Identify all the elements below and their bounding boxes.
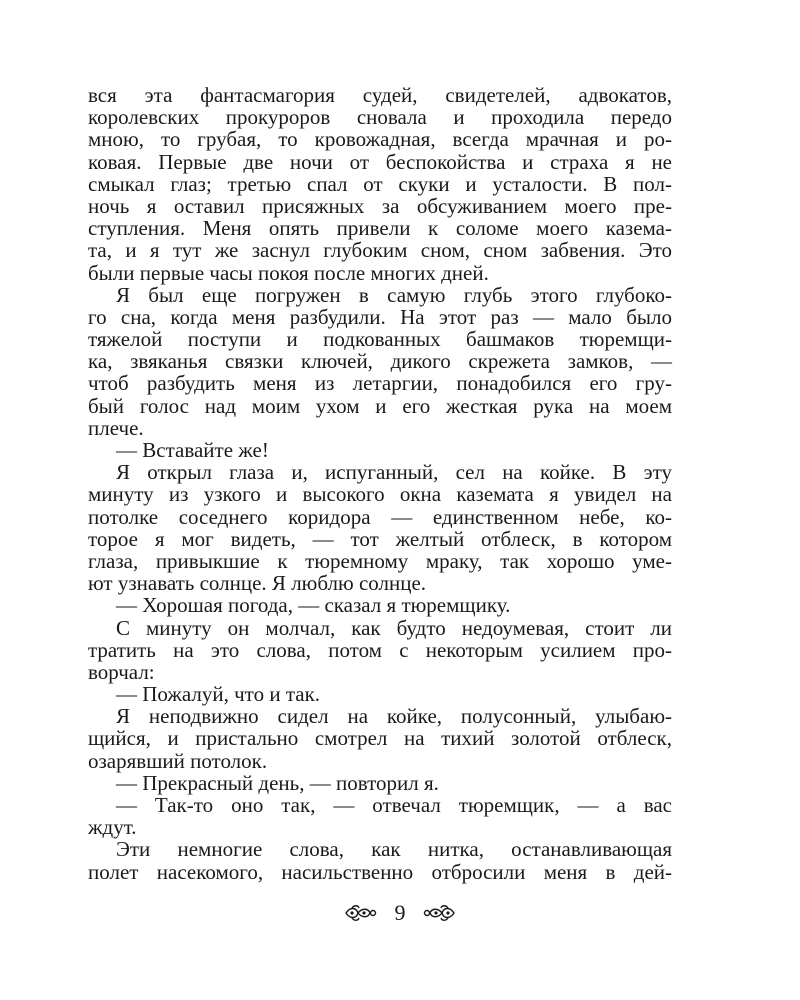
page-body: [88, 84, 672, 883]
text-line: ступления. Меня опять привели к соломе моего казема-: [88, 216, 672, 241]
fleuron-icon: [422, 904, 456, 922]
text-line: тратить на это слова, потом с некоторым усилием про-: [88, 637, 672, 662]
text-line: го сна, когда меня разбудили. На этот раз — мало было: [88, 304, 672, 329]
text-line: — Прекрасный день, — повторил я.: [116, 770, 439, 795]
text-line: ют узнавать солнце. Я люблю солнце.: [88, 571, 427, 596]
text-line: С минуту он молчал, как будто недоумевая, стоит ли: [116, 615, 672, 640]
text-line: смыкал глаз; третью спал от скуки и усталости. В пол-: [88, 171, 672, 196]
text-line: чтоб разбудить меня из летаргии, понадобился его гру-: [88, 371, 672, 396]
text-line: щийся, и пристально смотрел на тихий золотой отблеск,: [88, 726, 672, 751]
page-number: 9: [394, 900, 406, 925]
text-line: — Так-то оно так, — отвечал тюремщик, — а вас: [116, 793, 672, 817]
text-line: глаза, привыкшие к тюремному мраку, так хорошо уме-: [88, 548, 672, 573]
fleuron-icon: [344, 904, 378, 922]
text-line: ждут.: [88, 815, 137, 840]
text-line: озарявший потолок.: [88, 748, 268, 773]
text-line: ковая. Первые две ночи от беспокойства и страха я не: [88, 149, 672, 174]
text-line: Эти немногие слова, как нитка, останавливающая: [116, 837, 672, 862]
text-line: Я открыл глаза и, испуганный, сел на койке. В эту: [116, 460, 672, 485]
text-line: тяжелой поступи и подкованных башмаков тюремщи-: [88, 327, 672, 352]
text-line: Я неподвижно сидел на койке, полусонный, улыбаю-: [116, 704, 672, 729]
text-line: потолке соседнего коридора — единственном небе, ко-: [88, 504, 672, 529]
text-line: бый голос над моим ухом и его жесткая рука на моем: [88, 393, 672, 418]
text-line: плече.: [88, 415, 144, 440]
text-line: — Пожалуй, что и так.: [116, 682, 321, 707]
text-line: торое я мог видеть, — тот желтый отблеск, в котором: [88, 526, 672, 551]
text-line: ночь я оставил присяжных за обсуживанием моего пре-: [88, 193, 672, 218]
text-line: вся эта фантасмагория судей, свидетелей, адвокатов,: [88, 83, 672, 107]
text-line: — Хорошая погода, — сказал я тюремщику.: [116, 593, 511, 618]
text-line: — Вставайте же!: [116, 438, 269, 462]
text-line: минуту из узкого и высокого окна каземата я увидел на: [88, 482, 672, 507]
text-line: ка, звяканья связки ключей, дикого скрежета замков, —: [88, 349, 672, 374]
text-line: та, и я тут же заснул глубоким сном, сном забвения. Это: [88, 238, 672, 263]
page-footer: [0, 898, 800, 928]
text-line: были первые часы покоя после многих дней.: [88, 260, 489, 285]
text-line: мною, то грубая, то кровожадная, всегда мрачная и ро-: [88, 127, 672, 152]
text-line: ворчал:: [88, 659, 155, 684]
text-line: Я был еще погружен в самую глубь этого глубоко-: [116, 282, 672, 307]
text-line: полет насекомого, насильственно отбросили меня в дей-: [88, 859, 672, 884]
text-line: королевских прокуроров сновала и проходила передо: [88, 105, 672, 130]
